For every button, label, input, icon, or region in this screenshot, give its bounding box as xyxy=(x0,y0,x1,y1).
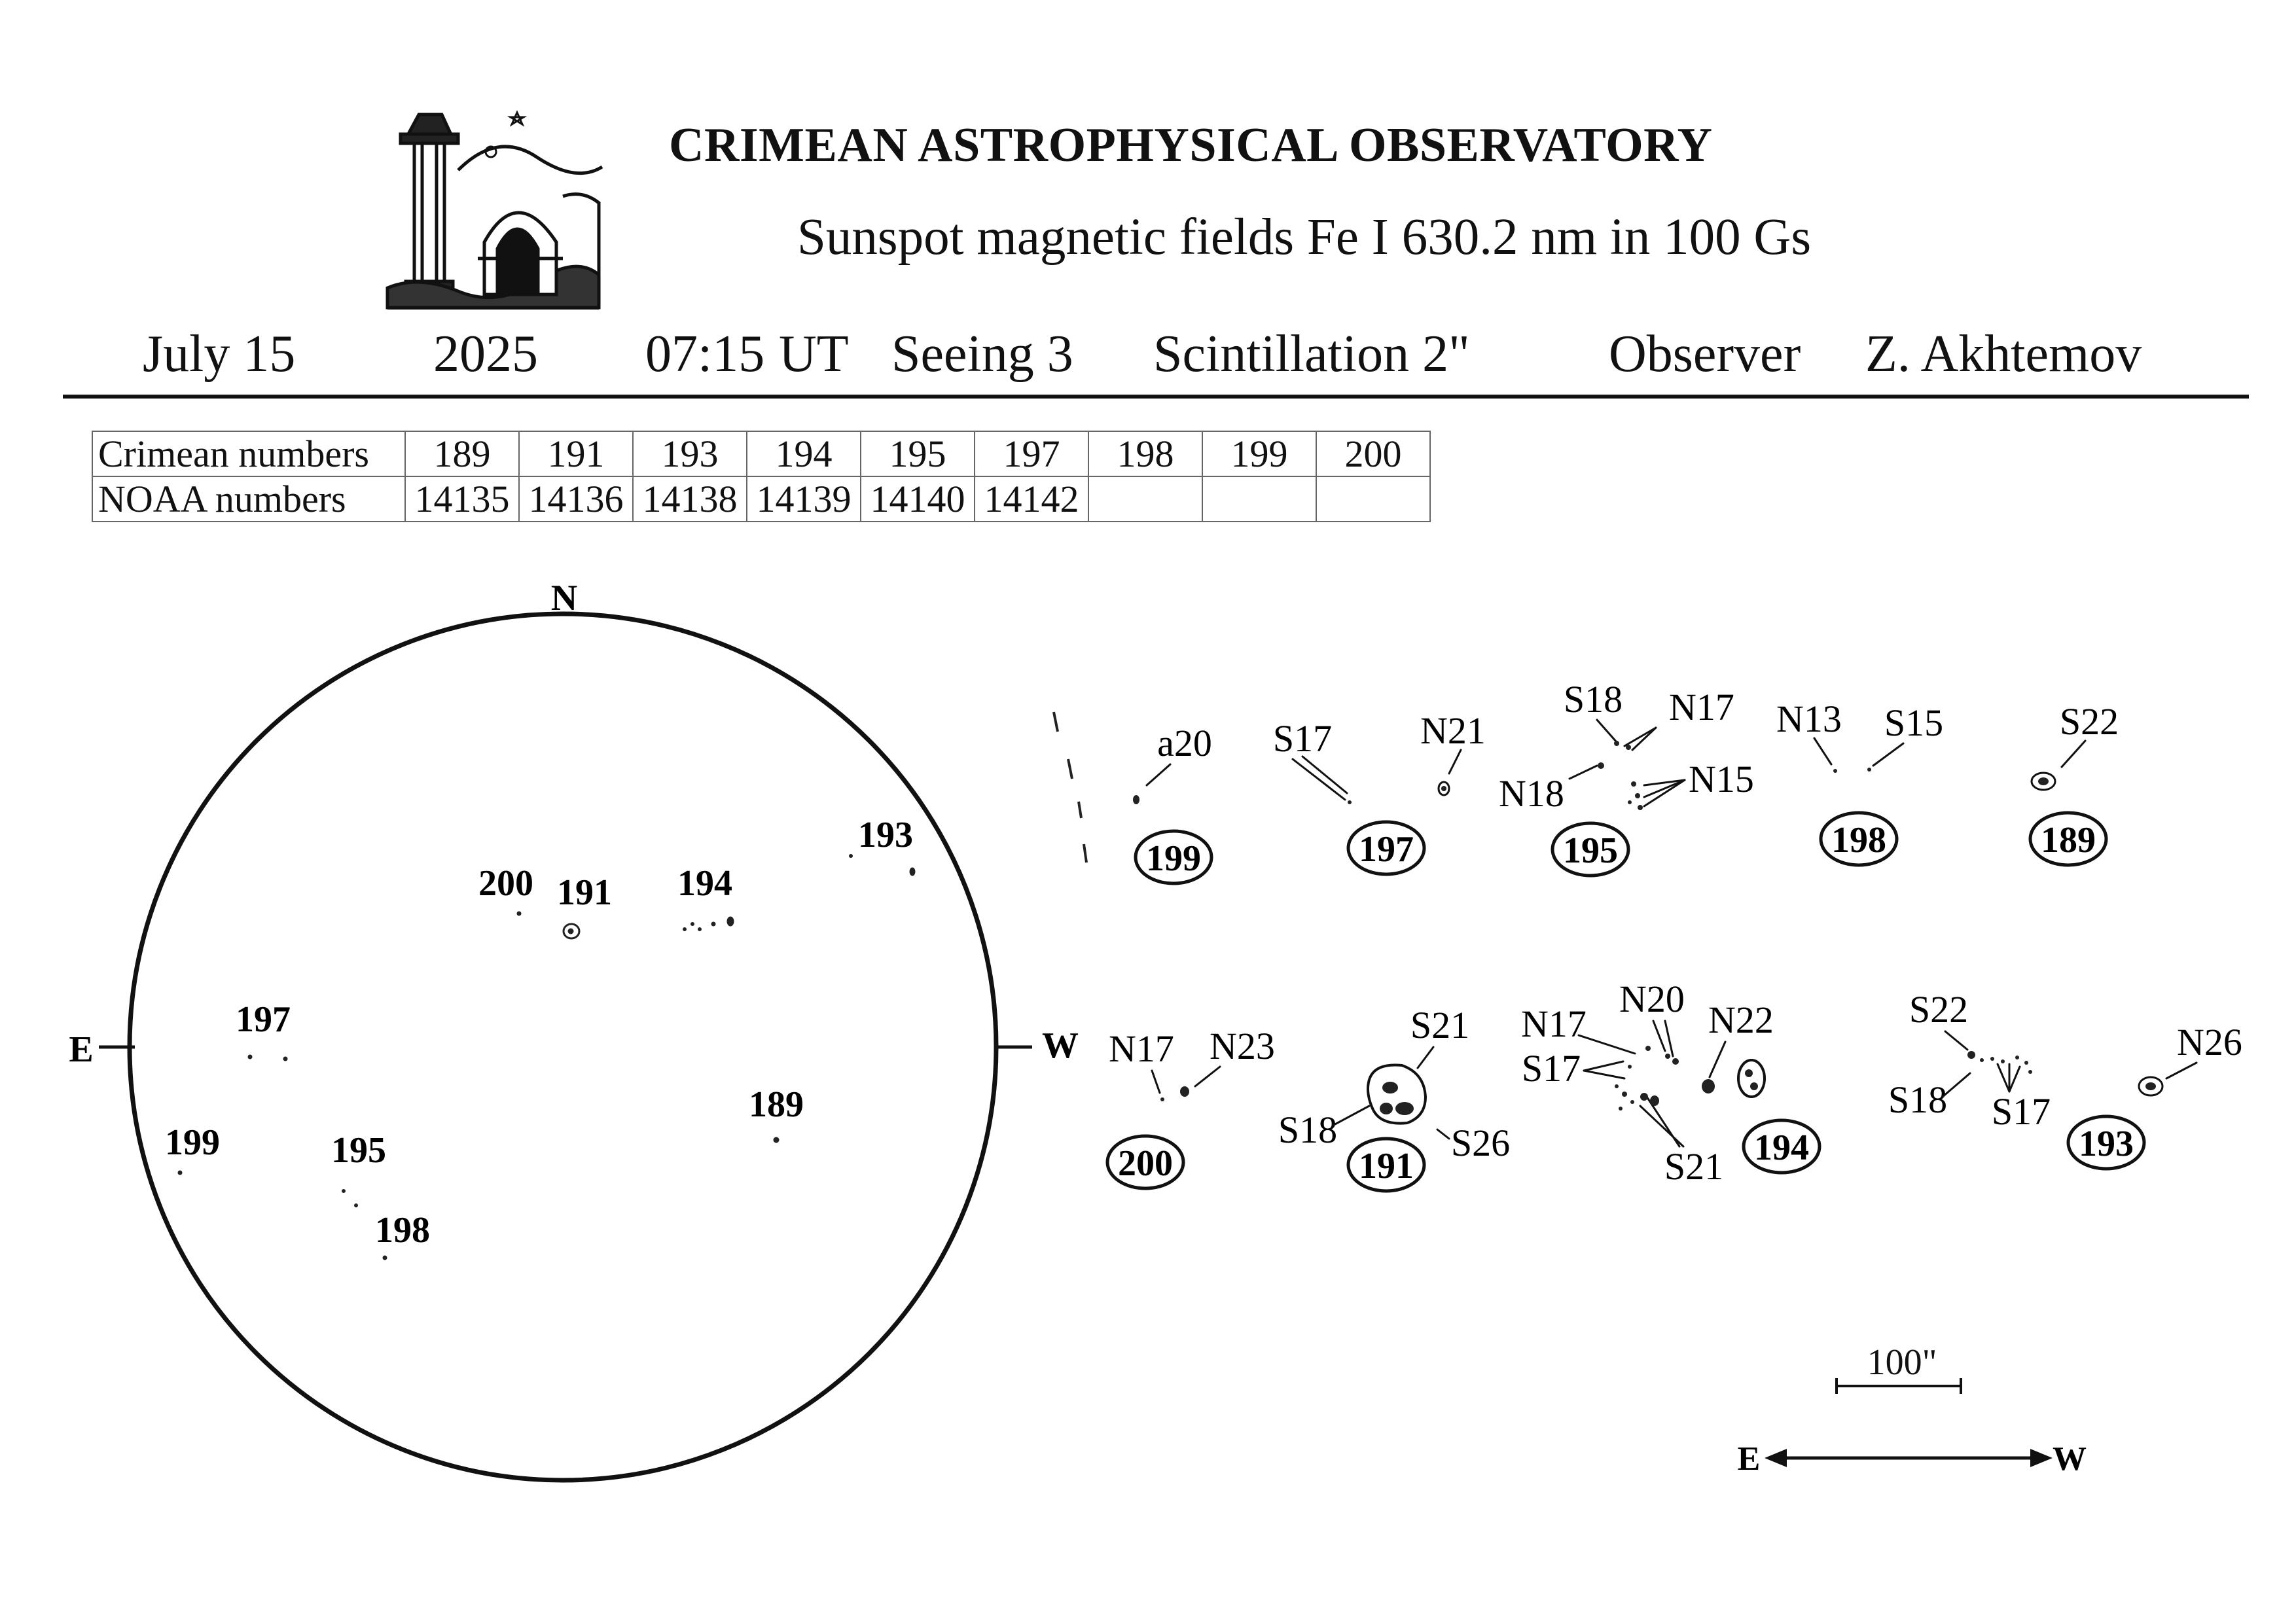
noaa-cell: 14138 xyxy=(633,476,747,522)
detail-195-n18: N18 xyxy=(1499,772,1564,815)
detail-193-id: 193 xyxy=(2079,1124,2134,1164)
detail-199-id: 199 xyxy=(1146,838,1201,879)
detail-198-id: 198 xyxy=(1831,820,1886,861)
row-label-crimean: Crimean numbers xyxy=(92,431,405,476)
spot-191-core xyxy=(568,929,573,934)
region-189-label: 189 xyxy=(749,1084,804,1125)
detail-200-n23: N23 xyxy=(1210,1025,1275,1067)
spot-194b xyxy=(727,917,734,926)
detail-194-n17: N17 xyxy=(1521,1003,1587,1045)
detail-191 xyxy=(1278,1004,1510,1191)
direction-arrow xyxy=(1738,1440,2087,1478)
noaa-cell: 14140 xyxy=(861,476,975,522)
spot-193b xyxy=(910,868,915,876)
noaa-cell: 14139 xyxy=(747,476,861,522)
spot-197a xyxy=(248,1055,252,1059)
detail-193-s22: S22 xyxy=(1909,988,1969,1031)
crimean-cell: 195 xyxy=(861,431,975,476)
detail-193-s18: S18 xyxy=(1888,1078,1948,1121)
obs-scintillation: Scintillation 2" xyxy=(1153,325,1470,383)
observatory-logo xyxy=(387,113,602,308)
region-199-label: 199 xyxy=(165,1122,220,1163)
detail-row-1 xyxy=(1133,678,2119,883)
detail-197-n21: N21 xyxy=(1420,709,1486,752)
spot-199 xyxy=(178,1171,182,1175)
region-193-label: 193 xyxy=(858,815,913,855)
arrow-west-label: W xyxy=(2053,1440,2087,1478)
crimean-cell: 194 xyxy=(747,431,861,476)
noaa-cell xyxy=(1088,476,1202,522)
detail-189-s22: S22 xyxy=(2059,700,2119,743)
detail-198 xyxy=(1776,698,1943,865)
detail-195-s18: S18 xyxy=(1563,678,1623,720)
region-198-label: 198 xyxy=(375,1210,430,1251)
detail-194-s17: S17 xyxy=(1521,1047,1581,1090)
crimean-cell: 197 xyxy=(975,431,1088,476)
region-195-label: 195 xyxy=(331,1130,386,1171)
detail-194-s21: S21 xyxy=(1664,1145,1724,1188)
region-200-label: 200 xyxy=(478,863,533,904)
header-rule xyxy=(63,395,2249,399)
detail-191-s18: S18 xyxy=(1278,1109,1338,1151)
north-label: N xyxy=(550,578,578,618)
detail-191-id: 191 xyxy=(1359,1146,1414,1186)
crimean-cell: 200 xyxy=(1316,431,1430,476)
detail-200-id: 200 xyxy=(1118,1143,1173,1184)
region-194-label: 194 xyxy=(677,863,732,904)
detail-199-a20: a20 xyxy=(1157,722,1212,764)
detail-194-n20: N20 xyxy=(1619,978,1685,1020)
scale-bar xyxy=(1837,1342,1961,1394)
detail-195-n15: N15 xyxy=(1689,758,1754,800)
detail-197-s17: S17 xyxy=(1272,717,1333,760)
spot-200 xyxy=(517,912,521,916)
west-label: W xyxy=(1042,1025,1079,1066)
table-row-noaa xyxy=(92,476,1430,522)
detail-193-n26: N26 xyxy=(2177,1021,2242,1063)
spot-195a xyxy=(342,1190,346,1193)
detail-198-n13: N13 xyxy=(1776,698,1842,740)
spot-198 xyxy=(383,1256,387,1260)
detail-194-n22: N22 xyxy=(1708,999,1774,1041)
spot-197b xyxy=(283,1057,287,1061)
solar-disk xyxy=(130,614,996,1480)
crimean-cell: 198 xyxy=(1088,431,1202,476)
detail-195-id: 195 xyxy=(1563,830,1618,871)
spot-193a xyxy=(850,855,853,858)
arrow-east-label: E xyxy=(1737,1440,1761,1478)
row-label-noaa: NOAA numbers xyxy=(92,476,405,522)
detail-197-id: 197 xyxy=(1359,829,1414,870)
noaa-cell: 14142 xyxy=(975,476,1088,522)
detail-200 xyxy=(1107,1025,1275,1188)
crimean-cell: 199 xyxy=(1202,431,1316,476)
spot-195b xyxy=(355,1204,358,1207)
detail-195 xyxy=(1499,678,1754,876)
scale-label: 100" xyxy=(1867,1342,1937,1383)
detail-191-s26: S26 xyxy=(1450,1122,1511,1164)
detail-191-s21: S21 xyxy=(1410,1004,1470,1046)
detail-189 xyxy=(2030,700,2119,865)
detail-200-n17: N17 xyxy=(1109,1027,1174,1070)
table-row-crimean xyxy=(92,431,1430,476)
noaa-cell: 14135 xyxy=(405,476,519,522)
east-label: E xyxy=(69,1029,94,1070)
noaa-cell: 14136 xyxy=(519,476,633,522)
spot-194a xyxy=(683,928,687,931)
region-197-label: 197 xyxy=(236,999,291,1040)
detail-197 xyxy=(1273,709,1486,874)
spot-189 xyxy=(774,1137,779,1143)
region-numbers-table xyxy=(92,431,1431,522)
observer-label: Observer xyxy=(1609,325,1801,383)
crimean-cell: 189 xyxy=(405,431,519,476)
observatory-title: CRIMEAN ASTROPHYSICAL OBSERVATORY xyxy=(669,118,1713,172)
obs-date: July 15 xyxy=(143,325,296,383)
detail-199 xyxy=(1133,722,1212,883)
detail-194-id: 194 xyxy=(1754,1128,1809,1168)
obs-year: 2025 xyxy=(433,325,538,383)
detail-193-s17: S17 xyxy=(1991,1090,2051,1133)
region-191-label: 191 xyxy=(557,872,612,913)
noaa-cell xyxy=(1202,476,1316,522)
observer-name: Z. Akhtemov xyxy=(1865,325,2142,383)
detail-row-2 xyxy=(1107,978,2242,1191)
limb-dashes xyxy=(1054,712,1086,862)
chart-subtitle: Sunspot magnetic fields Fe I 630.2 nm in 100 Gs xyxy=(797,209,1812,266)
detail-193 xyxy=(1888,988,2242,1169)
detail-194 xyxy=(1521,978,1820,1188)
detail-189-id: 189 xyxy=(2041,820,2096,861)
detail-195-n17: N17 xyxy=(1669,686,1734,728)
crimean-cell: 193 xyxy=(633,431,747,476)
noaa-cell xyxy=(1316,476,1430,522)
obs-time: 07:15 xyxy=(645,325,765,383)
detail-198-s15: S15 xyxy=(1884,702,1944,744)
obs-time-unit: UT xyxy=(779,325,849,383)
crimean-cell: 191 xyxy=(519,431,633,476)
obs-seeing: Seeing 3 xyxy=(891,325,1073,383)
